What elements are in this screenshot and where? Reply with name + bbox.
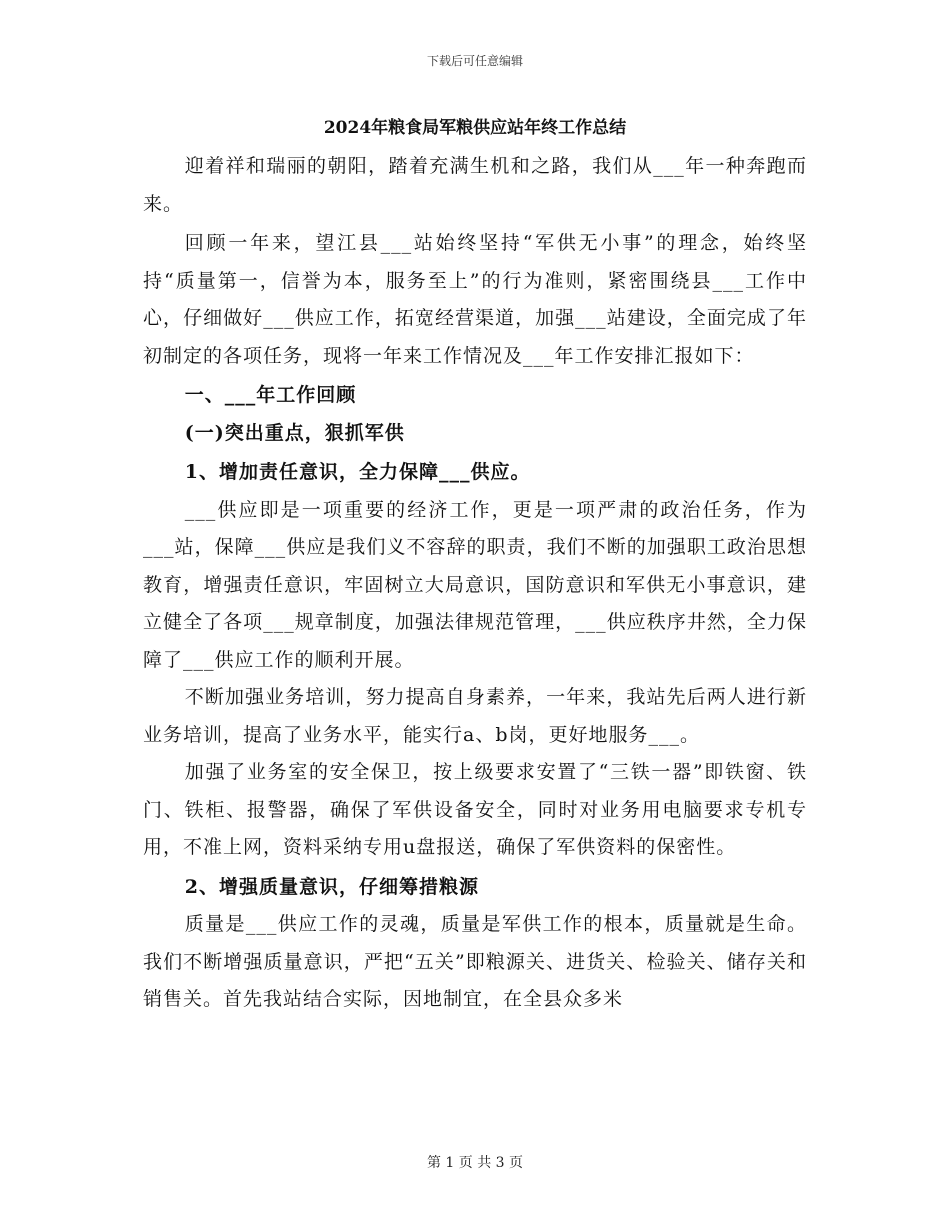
header-note: 下载后可任意编辑	[426, 54, 523, 68]
item-heading-2: 2、增强质量意识，仔细筹措粮源	[184, 875, 480, 898]
paragraph-review: 回顾一年来，望江县___站始终坚持“军供无小事”的理念，始终坚持“质量第一，信誉为本，服务至上”的行为准则，紧密围绕县___工作中心，仔细做好___供应工作，拓宽经营渠道，加强___站建设，全面完成了年初制定的各项任务，现将一年来工作情况及___年工作安排汇报如下：	[143, 232, 807, 367]
item-heading-1: 1、增加责任意识，全力保障___供应。	[184, 461, 531, 483]
document-title: 2024年粮食局军粮供应站年终工作总结	[323, 118, 627, 138]
paragraph-intro: 迎着祥和瑞丽的朝阳，踏着充满生机和之路，我们从___年一种奔跑而来。	[143, 155, 807, 215]
document-body	[143, 110, 807, 1019]
section-heading: 一、___年工作回顾	[184, 384, 357, 406]
page-number: 第 1 页 共 3 页	[426, 1155, 524, 1171]
paragraph-supply: ___供应即是一项重要的经济工作，更是一项严肃的政治任务，作为___站，保障___供应是我们义不容辞的职责，我们不断的加强职工政治思想教育，增强责任意识，牢固树立大局意识，国防意识和军供无小事意识，建立健全了各项___规章制度，加强法律规范管理，___供应秩序井然，全力保障了___供应工作的顺利开展。	[143, 498, 807, 671]
paragraph-quality: 质量是___供应工作的灵魂，质量是军供工作的根本，质量就是生命。我们不断增强质量意识，严把“五关”即粮源关、进货关、检验关、储存关和销售关。首先我站结合实际，因地制宜，在全县众多米	[143, 913, 807, 1010]
paragraph-security: 加强了业务室的安全保卫，按上级要求安置了“三铁一器”即铁窗、铁门、铁柜、报警器，确保了军供设备安全，同时对业务用电脑要求专机专用，不准上网，资料采纳专用u盘报送，确保了军供资料的保密性。	[143, 761, 807, 858]
subsection-heading: (一)突出重点，狠抓军供	[184, 421, 405, 444]
paragraph-training: 不断加强业务培训，努力提高自身素养，一年来，我站先后两人进行新业务培训，提高了业务水平，能实行a、b岗，更好地服务___。	[143, 686, 807, 746]
